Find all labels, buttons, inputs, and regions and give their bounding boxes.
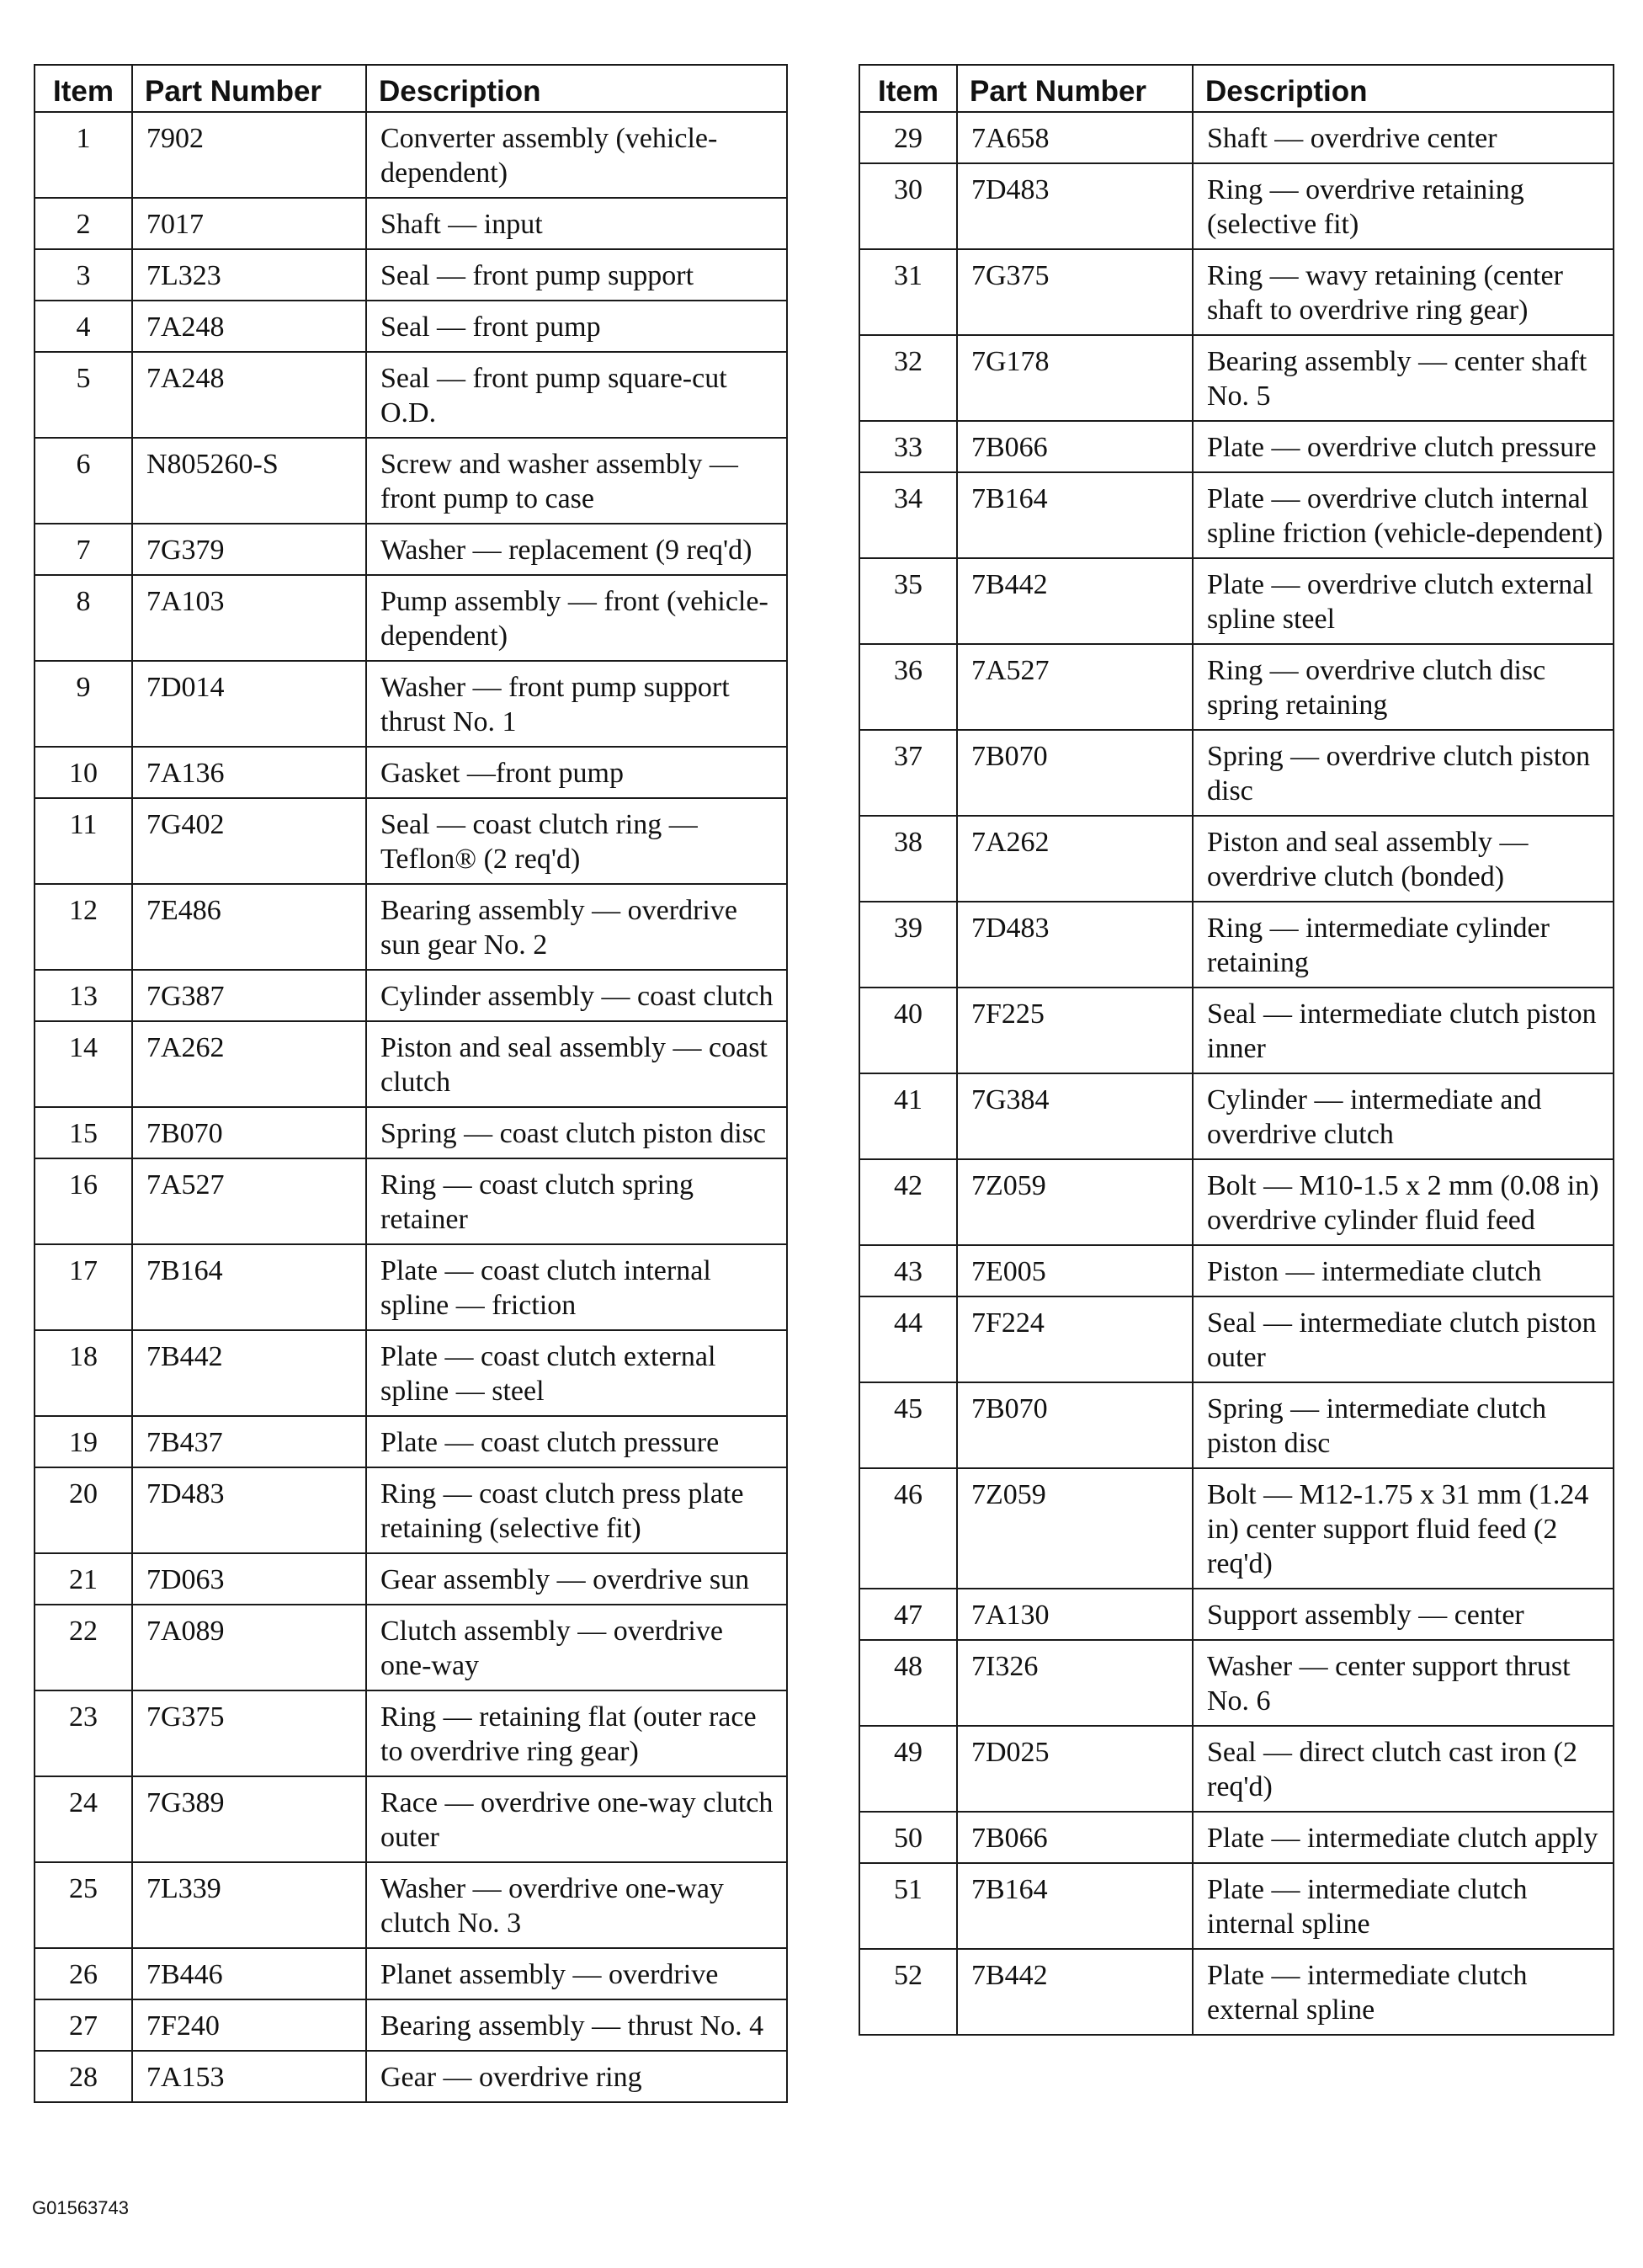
- part-number: 7G375: [132, 1690, 366, 1776]
- item-number: 3: [35, 249, 132, 301]
- item-number: 49: [859, 1726, 957, 1812]
- part-description: Bearing assembly — center shaft No. 5: [1193, 335, 1614, 421]
- part-number: 7A103: [132, 575, 366, 661]
- item-number: 17: [35, 1244, 132, 1330]
- table-row: [859, 816, 1614, 902]
- item-number: 38: [859, 816, 957, 902]
- item-number: 39: [859, 902, 957, 988]
- table-row: [859, 163, 1614, 249]
- header-description: Description: [1193, 65, 1614, 112]
- item-number: 33: [859, 421, 957, 472]
- table-row: [35, 1690, 787, 1776]
- part-number: 7B164: [957, 1863, 1193, 1949]
- part-number: 7G387: [132, 970, 366, 1021]
- part-description: Ring — wavy retaining (center shaft to overdrive ring gear): [1193, 249, 1614, 335]
- item-number: 14: [35, 1021, 132, 1107]
- table-row: [859, 1949, 1614, 2035]
- table-row: [859, 1296, 1614, 1382]
- item-number: 21: [35, 1553, 132, 1605]
- part-number: 7A248: [132, 352, 366, 438]
- item-number: 13: [35, 970, 132, 1021]
- item-number: 20: [35, 1467, 132, 1553]
- item-number: 52: [859, 1949, 957, 2035]
- part-number: 7017: [132, 198, 366, 249]
- part-number: 7A136: [132, 747, 366, 798]
- table-row: [859, 1245, 1614, 1296]
- table-row: [859, 558, 1614, 644]
- part-number: 7E486: [132, 884, 366, 970]
- part-description: Clutch assembly — overdrive one-way: [366, 1605, 787, 1690]
- part-description: Bearing assembly — thrust No. 4: [366, 1999, 787, 2051]
- table-row: [859, 1468, 1614, 1589]
- part-description: Washer — overdrive one-way clutch No. 3: [366, 1862, 787, 1948]
- table-row: [35, 301, 787, 352]
- part-description: Ring — intermediate cylinder retaining: [1193, 902, 1614, 988]
- item-number: 51: [859, 1863, 957, 1949]
- table-row: [35, 1244, 787, 1330]
- table-row: [35, 112, 787, 198]
- part-number: 7A089: [132, 1605, 366, 1690]
- part-description: Plate — coast clutch pressure: [366, 1416, 787, 1467]
- part-description: Pump assembly — front (vehicle-dependent): [366, 575, 787, 661]
- part-description: Plate — intermediate clutch internal spline: [1193, 1863, 1614, 1949]
- header-part-number: Part Number: [957, 65, 1193, 112]
- part-description: Cylinder assembly — coast clutch: [366, 970, 787, 1021]
- table-row: [35, 575, 787, 661]
- part-number: 7A153: [132, 2051, 366, 2102]
- part-number: 7G379: [132, 524, 366, 575]
- table-row: [35, 1021, 787, 1107]
- table-row: [859, 421, 1614, 472]
- part-number: 7A130: [957, 1589, 1193, 1640]
- part-description: Support assembly — center: [1193, 1589, 1614, 1640]
- table-row: [35, 798, 787, 884]
- part-description: Piston — intermediate clutch: [1193, 1245, 1614, 1296]
- part-number: 7B066: [957, 421, 1193, 472]
- item-number: 41: [859, 1073, 957, 1159]
- part-number: 7F240: [132, 1999, 366, 2051]
- part-number: 7B442: [132, 1330, 366, 1416]
- part-description: Seal — coast clutch ring — Teflon® (2 req'd): [366, 798, 787, 884]
- part-description: Seal — intermediate clutch piston inner: [1193, 988, 1614, 1073]
- item-number: 28: [35, 2051, 132, 2102]
- part-description: Gear assembly — overdrive sun: [366, 1553, 787, 1605]
- part-number: 7G402: [132, 798, 366, 884]
- part-number: 7B070: [957, 1382, 1193, 1468]
- part-number: 7G178: [957, 335, 1193, 421]
- part-number: 7F225: [957, 988, 1193, 1073]
- table-row: [35, 438, 787, 524]
- item-number: 16: [35, 1158, 132, 1244]
- part-number: 7B442: [957, 1949, 1193, 2035]
- table-row: [859, 644, 1614, 730]
- part-description: Bolt — M10-1.5 x 2 mm (0.08 in) overdrive cylinder fluid feed: [1193, 1159, 1614, 1245]
- part-description: Seal — direct clutch cast iron (2 req'd): [1193, 1726, 1614, 1812]
- part-number: 7D014: [132, 661, 366, 747]
- item-number: 46: [859, 1468, 957, 1589]
- part-number: 7E005: [957, 1245, 1193, 1296]
- table-row: [859, 988, 1614, 1073]
- part-number: 7G389: [132, 1776, 366, 1862]
- part-description: Spring — intermediate clutch piston disc: [1193, 1382, 1614, 1468]
- table-row: [35, 198, 787, 249]
- figure-id: G01563743: [32, 2197, 129, 2218]
- table-row: [35, 1999, 787, 2051]
- part-description: Plate — overdrive clutch pressure: [1193, 421, 1614, 472]
- part-number: 7F224: [957, 1296, 1193, 1382]
- table-row: [35, 884, 787, 970]
- table-row: [35, 352, 787, 438]
- table-row: [35, 1467, 787, 1553]
- item-number: 31: [859, 249, 957, 335]
- part-description: Plate — overdrive clutch internal spline friction (vehicle-dependent): [1193, 472, 1614, 558]
- item-number: 1: [35, 112, 132, 198]
- item-number: 35: [859, 558, 957, 644]
- table-row: [35, 970, 787, 1021]
- item-number: 42: [859, 1159, 957, 1245]
- part-number: 7A527: [957, 644, 1193, 730]
- item-number: 22: [35, 1605, 132, 1690]
- item-number: 2: [35, 198, 132, 249]
- table-row: [859, 1812, 1614, 1863]
- item-number: 37: [859, 730, 957, 816]
- table-row: [35, 2051, 787, 2102]
- part-number: 7A248: [132, 301, 366, 352]
- table-row: [35, 249, 787, 301]
- part-number: 7B066: [957, 1812, 1193, 1863]
- item-number: 18: [35, 1330, 132, 1416]
- item-number: 11: [35, 798, 132, 884]
- part-description: Converter assembly (vehicle-dependent): [366, 112, 787, 198]
- part-number: 7G375: [957, 249, 1193, 335]
- part-description: Washer — center support thrust No. 6: [1193, 1640, 1614, 1726]
- part-number: 7B437: [132, 1416, 366, 1467]
- part-description: Plate — coast clutch internal spline — friction: [366, 1244, 787, 1330]
- part-number: 7L339: [132, 1862, 366, 1948]
- part-description: Seal — intermediate clutch piston outer: [1193, 1296, 1614, 1382]
- item-number: 47: [859, 1589, 957, 1640]
- header-description: Description: [366, 65, 787, 112]
- table-row: [859, 1640, 1614, 1726]
- table-row: [35, 1862, 787, 1948]
- table-header-row: [859, 65, 1614, 112]
- table-row: [35, 1948, 787, 1999]
- table-row: [859, 112, 1614, 163]
- table-row: [859, 335, 1614, 421]
- item-number: 8: [35, 575, 132, 661]
- part-description: Washer — front pump support thrust No. 1: [366, 661, 787, 747]
- table-row: [35, 524, 787, 575]
- part-description: Washer — replacement (9 req'd): [366, 524, 787, 575]
- part-number: 7B164: [957, 472, 1193, 558]
- header-item: Item: [859, 65, 957, 112]
- item-number: 34: [859, 472, 957, 558]
- table-row: [35, 1605, 787, 1690]
- item-number: 6: [35, 438, 132, 524]
- part-description: Shaft — input: [366, 198, 787, 249]
- part-description: Seal — front pump: [366, 301, 787, 352]
- table-row: [859, 1159, 1614, 1245]
- item-number: 50: [859, 1812, 957, 1863]
- part-number: 7D483: [132, 1467, 366, 1553]
- part-number: 7B442: [957, 558, 1193, 644]
- part-number: 7D483: [957, 163, 1193, 249]
- part-description: Planet assembly — overdrive: [366, 1948, 787, 1999]
- item-number: 26: [35, 1948, 132, 1999]
- part-description: Plate — coast clutch external spline — steel: [366, 1330, 787, 1416]
- item-number: 4: [35, 301, 132, 352]
- part-description: Bolt — M12-1.75 x 31 mm (1.24 in) center support fluid feed (2 req'd): [1193, 1468, 1614, 1589]
- part-description: Spring — coast clutch piston disc: [366, 1107, 787, 1158]
- part-number: 7A262: [132, 1021, 366, 1107]
- table-header-row: [35, 65, 787, 112]
- item-number: 10: [35, 747, 132, 798]
- table-row: [35, 1776, 787, 1862]
- part-number: 7B164: [132, 1244, 366, 1330]
- part-description: Ring — retaining flat (outer race to overdrive ring gear): [366, 1690, 787, 1776]
- header-item: Item: [35, 65, 132, 112]
- table-row: [859, 1726, 1614, 1812]
- item-number: 30: [859, 163, 957, 249]
- table-row: [859, 1382, 1614, 1468]
- part-number: 7A658: [957, 112, 1193, 163]
- part-number: 7A527: [132, 1158, 366, 1244]
- part-description: Seal — front pump support: [366, 249, 787, 301]
- part-description: Spring — overdrive clutch piston disc: [1193, 730, 1614, 816]
- part-number: 7B070: [132, 1107, 366, 1158]
- item-number: 36: [859, 644, 957, 730]
- table-row: [35, 747, 787, 798]
- table-row: [859, 472, 1614, 558]
- item-number: 44: [859, 1296, 957, 1382]
- item-number: 12: [35, 884, 132, 970]
- part-number: 7G384: [957, 1073, 1193, 1159]
- part-number: 7902: [132, 112, 366, 198]
- table-row: [35, 661, 787, 747]
- part-description: Ring — coast clutch spring retainer: [366, 1158, 787, 1244]
- part-number: 7B070: [957, 730, 1193, 816]
- item-number: 5: [35, 352, 132, 438]
- item-number: 40: [859, 988, 957, 1073]
- part-description: Ring — overdrive clutch disc spring retaining: [1193, 644, 1614, 730]
- part-number: 7A262: [957, 816, 1193, 902]
- table-row: [859, 1863, 1614, 1949]
- part-description: Bearing assembly — overdrive sun gear No. 2: [366, 884, 787, 970]
- part-description: Gasket —front pump: [366, 747, 787, 798]
- part-number: 7L323: [132, 249, 366, 301]
- part-number: 7D483: [957, 902, 1193, 988]
- table-row: [35, 1330, 787, 1416]
- item-number: 24: [35, 1776, 132, 1862]
- part-description: Ring — coast clutch press plate retaining (selective fit): [366, 1467, 787, 1553]
- table-row: [859, 1589, 1614, 1640]
- part-number: 7D063: [132, 1553, 366, 1605]
- part-number: 7Z059: [957, 1468, 1193, 1589]
- item-number: 45: [859, 1382, 957, 1468]
- part-description: Gear — overdrive ring: [366, 2051, 787, 2102]
- part-description: Plate — intermediate clutch external spline: [1193, 1949, 1614, 2035]
- part-description: Ring — overdrive retaining (selective fit): [1193, 163, 1614, 249]
- item-number: 15: [35, 1107, 132, 1158]
- part-description: Piston and seal assembly — coast clutch: [366, 1021, 787, 1107]
- table-row: [35, 1158, 787, 1244]
- table-row: [859, 249, 1614, 335]
- item-number: 32: [859, 335, 957, 421]
- table-row: [859, 902, 1614, 988]
- part-number: 7Z059: [957, 1159, 1193, 1245]
- part-number: 7B446: [132, 1948, 366, 1999]
- table-row: [35, 1553, 787, 1605]
- part-description: Cylinder — intermediate and overdrive clutch: [1193, 1073, 1614, 1159]
- part-description: Plate — intermediate clutch apply: [1193, 1812, 1614, 1863]
- item-number: 48: [859, 1640, 957, 1726]
- item-number: 19: [35, 1416, 132, 1467]
- header-part-number: Part Number: [132, 65, 366, 112]
- part-description: Shaft — overdrive center: [1193, 112, 1614, 163]
- part-description: Plate — overdrive clutch external spline steel: [1193, 558, 1614, 644]
- part-description: Race — overdrive one-way clutch outer: [366, 1776, 787, 1862]
- item-number: 23: [35, 1690, 132, 1776]
- item-number: 9: [35, 661, 132, 747]
- item-number: 43: [859, 1245, 957, 1296]
- part-description: Screw and washer assembly — front pump to case: [366, 438, 787, 524]
- item-number: 29: [859, 112, 957, 163]
- parts-table-right: [859, 64, 1614, 2036]
- parts-table-left: [34, 64, 788, 2103]
- part-description: Piston and seal assembly — overdrive clutch (bonded): [1193, 816, 1614, 902]
- part-number: N805260-S: [132, 438, 366, 524]
- item-number: 7: [35, 524, 132, 575]
- table-row: [35, 1107, 787, 1158]
- part-description: Seal — front pump square-cut O.D.: [366, 352, 787, 438]
- item-number: 27: [35, 1999, 132, 2051]
- table-row: [35, 1416, 787, 1467]
- item-number: 25: [35, 1862, 132, 1948]
- table-row: [859, 1073, 1614, 1159]
- part-number: 7D025: [957, 1726, 1193, 1812]
- part-number: 7I326: [957, 1640, 1193, 1726]
- table-row: [859, 730, 1614, 816]
